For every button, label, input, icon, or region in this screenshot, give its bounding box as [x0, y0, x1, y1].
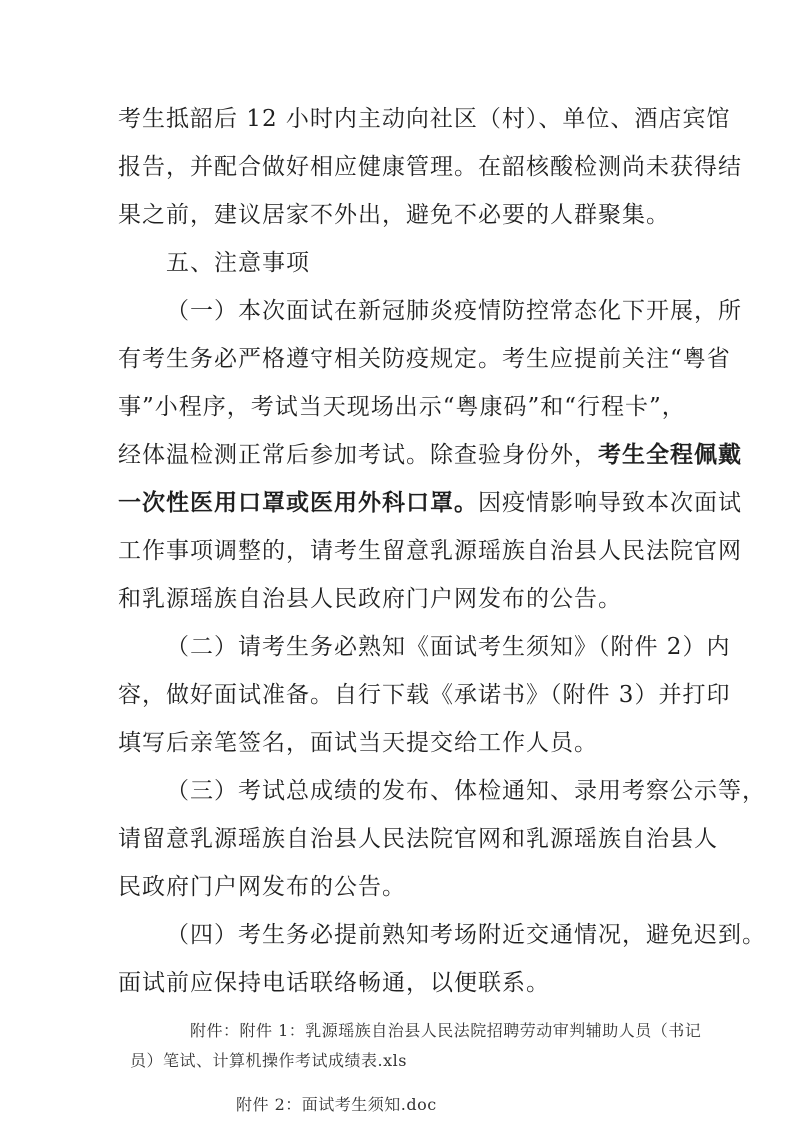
intro-line-2: 报告，并配合做好相应健康管理。在韶核酸检测尚未获得结 — [118, 154, 742, 180]
item3-line-1: （三）考试总成绩的发布、体检通知、录用考察公示等， — [166, 778, 766, 804]
section-heading: 五、注意事项 — [166, 250, 310, 276]
item3-line-2: 请留意乳源瑶族自治县人民法院官网和乳源瑶族自治县人 — [118, 826, 718, 852]
item1-line-4-bold: 考生全程佩戴 — [598, 441, 742, 468]
item3-line-3: 民政府门户网发布的公告。 — [118, 874, 406, 900]
item1-line-6: 工作事项调整的，请考生留意乳源瑶族自治县人民法院官网 — [118, 538, 742, 564]
intro-line-1: 考生抵韶后 12 小时内主动向社区（村）、单位、酒店宾馆 — [118, 106, 731, 132]
item2-line-2: 容，做好面试准备。自行下载《承诺书》（附件 3）并打印 — [118, 682, 731, 708]
item1-line-7: 和乳源瑶族自治县人民政府门户网发布的公告。 — [118, 586, 622, 612]
attachment-1-link-continued[interactable]: 员）笔试、计算机操作考试成绩表.xls — [130, 1051, 407, 1070]
item2-line-3: 填写后亲笔签名，面试当天提交给工作人员。 — [118, 730, 598, 756]
item1-line-4-regular: 经体温检测正常后参加考试。除查验身份外， — [118, 442, 598, 468]
attachment-1-link[interactable]: 附件：附件 1：乳源瑶族自治县人民法院招聘劳动审判辅助人员（书记 — [190, 1021, 702, 1040]
item1-line-1: （一）本次面试在新冠肺炎疫情防控常态化下开展，所 — [166, 298, 742, 324]
item1-line-5-regular: 因疫情影响导致本次面试 — [478, 490, 742, 516]
intro-line-3: 果之前，建议居家不外出，避免不必要的人群聚集。 — [118, 202, 670, 228]
item1-line-4 — [118, 440, 742, 470]
item1-line-5 — [118, 488, 742, 518]
item1-line-3: 事”小程序，考试当天现场出示“粤康码”和“行程卡”， — [118, 394, 686, 420]
item1-line-2: 有考生务必严格遵守相关防疫规定。考生应提前关注“粤省 — [118, 346, 731, 372]
item4-line-1: （四）考生务必提前熟知考场附近交通情况，避免迟到。 — [166, 922, 766, 948]
item2-line-1: （二）请考生务必熟知《面试考生须知》（附件 2）内 — [166, 634, 731, 660]
item1-line-5-bold: 一次性医用口罩或医用外科口罩。 — [118, 489, 478, 516]
item4-line-2: 面试前应保持电话联络畅通，以便联系。 — [118, 970, 550, 996]
attachment-2-link[interactable]: 附件 2：面试考生须知.doc — [236, 1095, 437, 1114]
